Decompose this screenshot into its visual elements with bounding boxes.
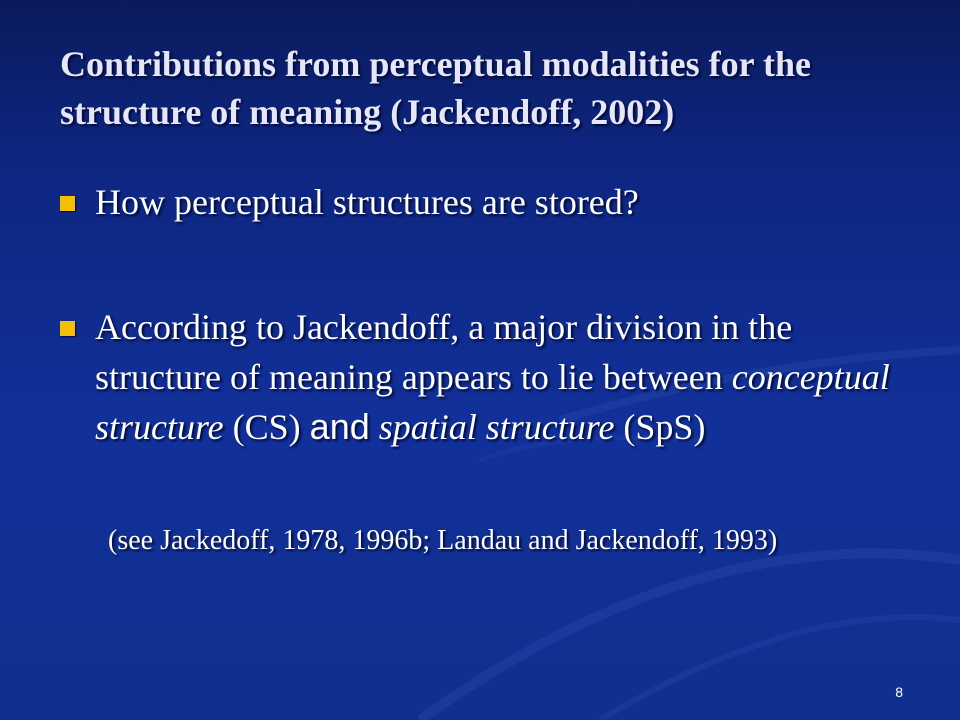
slide-title: Contributions from perceptual modalities for the structure of meaning (Jackendoff, 2002) [60, 44, 811, 132]
term-conceptual-structure: conceptual structure [95, 357, 890, 447]
page-number: 8 [895, 684, 903, 700]
conjunction: and [309, 406, 370, 447]
square-bullet-icon [60, 196, 75, 211]
bullet-item-2 [95, 302, 915, 452]
bullet-text: How perceptual structures are stored? [95, 182, 639, 222]
reference-note: (see Jackedoff, 1978, 1996b; Landau and Jackendoff, 1993) [108, 525, 778, 556]
abbr-cs: (CS) [232, 407, 301, 447]
bullet-item-1 [95, 177, 915, 227]
bullet-intro-text: According to Jackendoff, a major division in the structure of meaning appears to lie between [95, 307, 793, 397]
term-spatial-structure: spatial structure [378, 407, 615, 447]
abbr-sps: (SpS) [623, 407, 706, 447]
square-bullet-icon [60, 321, 75, 336]
